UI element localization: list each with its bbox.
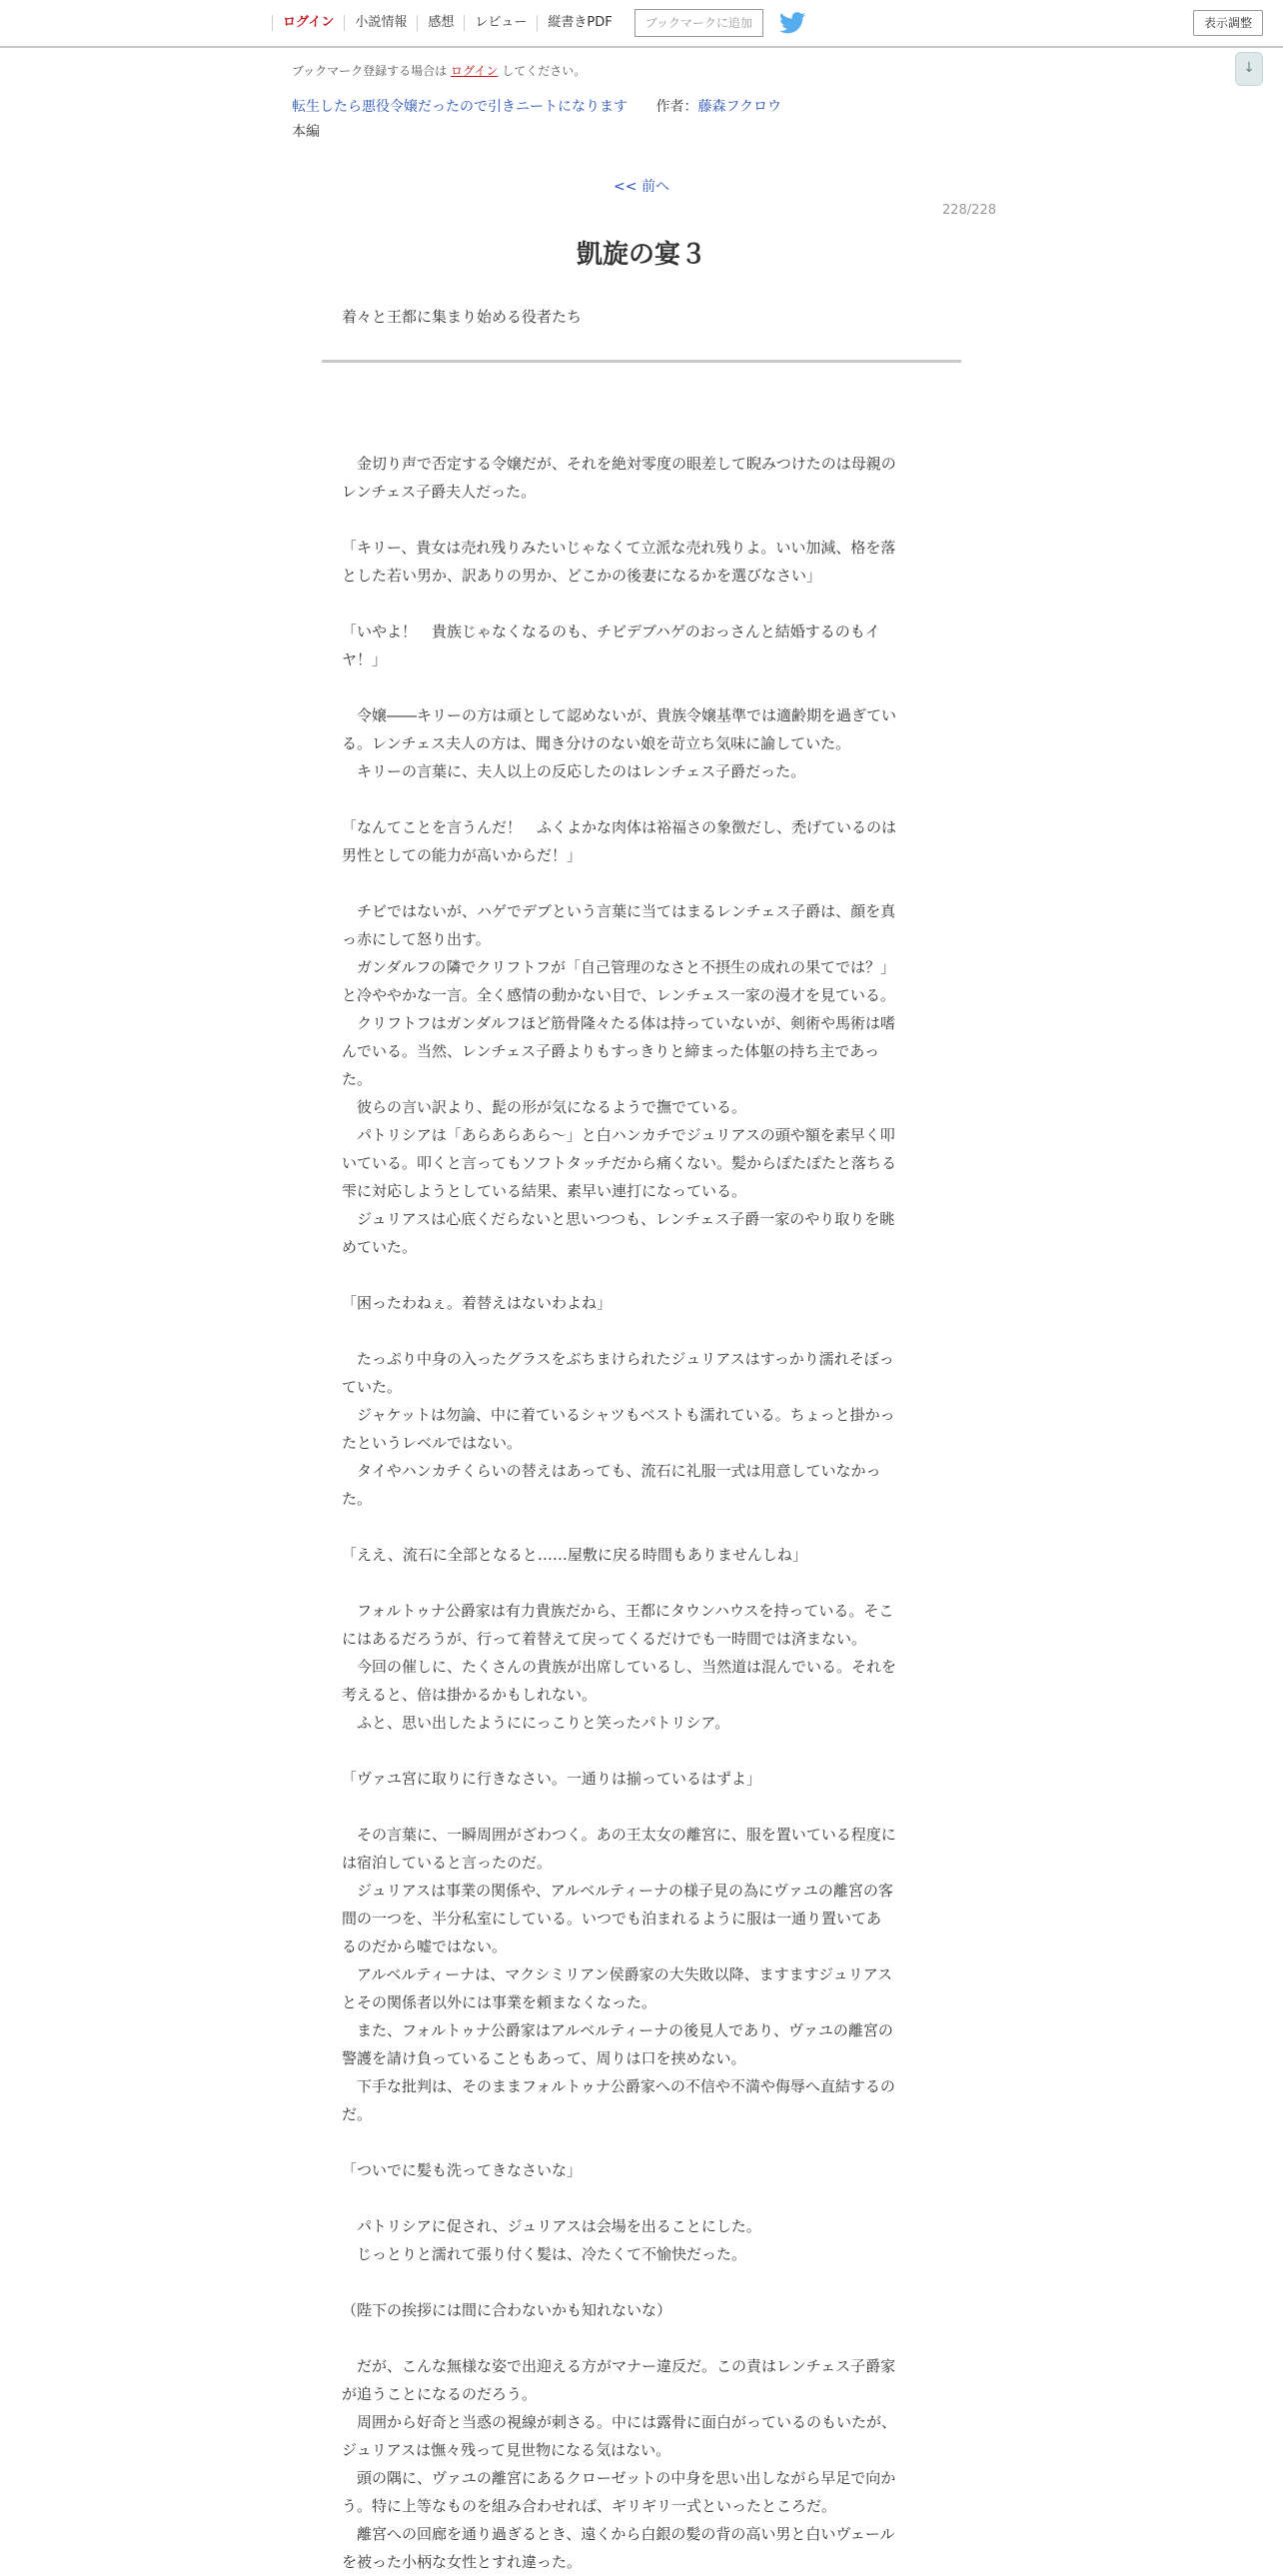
body-line: じっとりと濡れて張り付く髪は、冷たくて不愉快だった。 — [342, 2245, 747, 2263]
body-line — [342, 673, 941, 701]
body-line: 令嬢――キリーの方は頑として認めないが、貴族令嬢基準では適齢期を過ぎてい — [342, 706, 897, 724]
body-line: クリフトフはガンダルフほど筋骨隆々たる体は持っていないが、剣術や馬術は嗜 — [342, 1014, 895, 1032]
add-bookmark-button[interactable]: ブックマークに追加 — [635, 9, 763, 37]
episode-subtitle: 着々と王都に集まり始める役者たち — [342, 308, 583, 326]
body-line: を被った小柄な女性とすれ違った。 — [342, 2553, 583, 2571]
body-line: また、フォルトゥナ公爵家はアルベルティーナの後見人であり、ヴァユの離宮の — [342, 2021, 893, 2039]
body-line: ヤ！」 — [342, 650, 388, 668]
body-line — [342, 2128, 941, 2156]
body-line: 頭の隅に、ヴァユの離宮にあるクローゼットの中身を思い出しながら早足で向か — [342, 2469, 896, 2487]
body-line: 「キリー、貴女は売れ残りみたいじゃなくて立派な売れ残りよ。いい加減、格を落 — [342, 539, 896, 557]
bookmark-note-text-after: してください。 — [502, 64, 587, 78]
body-line: 下手な批判は、そのままフォルトゥナ公爵家への不信や不満や侮辱へ直結するの — [342, 2077, 895, 2095]
body-line: は宿泊していると言ったのだ。 — [342, 1854, 553, 1872]
body-line: 「ついでに髪も洗ってきなさいな」 — [342, 2161, 583, 2179]
section-divider — [322, 360, 961, 363]
body-line: 「ヴァユ宮に取りに行きなさい。一通りは揃っているはずよ」 — [342, 1770, 761, 1788]
nav-vertical-pdf-link[interactable]: 縦書きPDF — [548, 15, 613, 30]
body-line: いている。叩くと言ってもソフトタッチだから痛くない。髪からぽたぽたと落ちる — [342, 1154, 897, 1172]
bookmark-login-note — [292, 62, 586, 79]
body-line: レンチェス子爵夫人だった。 — [342, 483, 537, 501]
novel-title-link[interactable]: 転生したら悪役令嬢だったので引きニートになります — [292, 99, 628, 115]
chapter-label: 本編 — [292, 124, 320, 140]
body-line: めていた。 — [342, 1238, 418, 1256]
bookmark-note-login-link[interactable]: ログイン — [451, 64, 499, 78]
body-line: 金切り声で否定する令嬢だが、それを絶対零度の眼差して睨みつけたのは母親の — [342, 455, 896, 473]
body-line — [342, 2184, 941, 2212]
scroll-down-button[interactable]: ↓ — [1235, 52, 1263, 86]
author-label: 作者： — [655, 99, 698, 115]
body-line: 雫に対応しようとしている結果、素早い連打になっている。 — [342, 1182, 747, 1200]
prev-episode-link[interactable]: << 前へ — [614, 179, 669, 195]
bookmark-note-text-before: ブックマーク登録する場合は — [292, 64, 448, 78]
nav-novel-info-link[interactable]: 小説情報 — [345, 15, 418, 31]
body-line: ジュリアスは憮々残って見世物になる気はない。 — [342, 2441, 671, 2459]
body-line — [342, 1261, 941, 1289]
body-line: にはあるだろうが、行って着替えて戻ってくるだけでも一時間では済まない。 — [342, 1630, 867, 1648]
twitter-bird-icon[interactable] — [779, 12, 805, 34]
body-line: と冷ややかな一言。全く感情の動かない目で、レンチェス一家の漫才を見ている。 — [342, 986, 895, 1004]
body-line: 今回の催しに、たくさんの貴族が出席しているし、当然道は混んでいる。それを — [342, 1658, 897, 1676]
body-line: ていた。 — [342, 1378, 403, 1396]
body-line — [342, 2324, 941, 2352]
page-number: 228/228 — [941, 203, 996, 218]
body-line: キリーの言葉に、夫人以上の反応したのはレンチェス子爵だった。 — [342, 762, 806, 780]
body-line: っ赤にして怒り出す。 — [342, 930, 491, 948]
body-line: フォルトゥナ公爵家は有力貴族だから、王都にタウンハウスを持っている。そこ — [342, 1602, 894, 1620]
body-line — [342, 785, 941, 813]
body-line: パトリシアに促され、ジュリアスは会場を出ることにした。 — [342, 2217, 761, 2235]
nav-review-link[interactable]: レビュー — [465, 15, 538, 31]
main-nav — [272, 8, 805, 38]
body-line — [342, 1513, 941, 1541]
body-line: た。 — [342, 1490, 373, 1508]
body-line: ふと、思い出したようににっこりと笑ったパトリシア。 — [342, 1714, 730, 1732]
body-line: ジャケットは勿論、中に着ているシャツもベストも濡れている。ちょっと掛かっ — [342, 1406, 895, 1424]
body-line — [342, 506, 941, 534]
body-line: た。 — [342, 1070, 373, 1088]
body-line: だ。 — [342, 2105, 373, 2123]
body-line: アルベルティーナは、マクシミリアン侯爵家の大失敗以降、ますますジュリアス — [342, 1965, 893, 1983]
episode-body-text — [342, 450, 941, 2576]
body-line: 「いやよ！ 貴族じゃなくなるのも、チビデブハゲのおっさんと結婚するのもイ — [342, 623, 880, 641]
body-line: その言葉に、一瞬周囲がざわつく。あの王太女の離宮に、服を置いている程度に — [342, 1826, 896, 1844]
body-line: 彼らの言い訳より、髭の形が気になるようで撫でている。 — [342, 1098, 747, 1116]
body-line: 「困ったわねぇ。着替えはないわよね」 — [342, 1294, 613, 1312]
body-line: う。特に上等なものを組み合わせれば、ギリギリ一式といったところだ。 — [342, 2497, 837, 2515]
display-settings-button[interactable]: 表示調整 — [1193, 10, 1263, 36]
top-navigation-bar — [0, 0, 1283, 48]
body-line — [342, 1737, 941, 1765]
body-line: るのだから嘘ではない。 — [342, 1937, 508, 1955]
body-line — [342, 869, 941, 897]
body-line: が追うことになるのだろう。 — [342, 2385, 538, 2403]
body-line: チビではないが、ハゲでデブという言葉に当てはまるレンチェス子爵は、顔を真 — [342, 902, 896, 920]
nav-login-link[interactable]: ログイン — [272, 15, 345, 31]
body-line: 「ええ、流石に全部となると……屋敷に戻る時間もありませんしね」 — [342, 1546, 807, 1564]
body-line: タイやハンカチくらいの替えはあっても、流石に礼服一式は用意していなかっ — [342, 1462, 881, 1480]
author-name-link[interactable]: 藤森フクロウ — [697, 99, 782, 115]
nav-impressions-link[interactable]: 感想 — [418, 15, 465, 31]
prev-episode-nav — [0, 176, 1283, 196]
body-line — [342, 2268, 941, 2296]
body-line: ジュリアスは心底くだらないと思いつつも、レンチェス子爵一家のやり取りを眺 — [342, 1210, 895, 1228]
body-line — [342, 590, 941, 618]
body-line: たっぷり中身の入ったグラスをぶちまけられたジュリアスはすっかり濡れそぼっ — [342, 1350, 894, 1368]
body-line: 間の一つを、半分私室にしている。いつでも泊まれるように服は一通り置いてあ — [342, 1910, 882, 1928]
body-line: とした若い男か、訳ありの男か、どこかの後妻になるかを選びなさい」 — [342, 567, 822, 585]
body-line: 周囲から好奇と当惑の視線が刺さる。中には露骨に面白がっているのもいたが、 — [342, 2413, 897, 2431]
body-line — [342, 1317, 941, 1345]
body-line: る。レンチェス夫人の方は、聞き分けのない娘を苛立ち気味に諭していた。 — [342, 734, 851, 752]
body-line: たというレベルではない。 — [342, 1434, 523, 1452]
body-line: パトリシアは「あらあらあら～」と白ハンカチでジュリアスの頭や額を素早く叩 — [342, 1126, 895, 1144]
body-line: だが、こんな無様な姿で出迎える方がマナー違反だ。この責はレンチェス子爵家 — [342, 2357, 896, 2375]
body-line: 考えると、倍は掛かるかもしれない。 — [342, 1686, 598, 1704]
novel-info-line — [292, 96, 781, 116]
body-line: 離宮への回廊を通り過ぎるとき、遠くから白銀の髪の背の高い男と白いヴェール — [342, 2525, 895, 2543]
body-line: ジュリアスは事業の関係や、アルベルティーナの様子見の為にヴァユの離宮の客 — [342, 1882, 893, 1900]
episode-title: 凱旋の宴３ — [576, 240, 706, 270]
body-line: 男性としての能力が高いからだ！」 — [342, 846, 583, 864]
body-line: 警護を請け負っていることもあって、周りは口を挟めない。 — [342, 2049, 746, 2067]
body-line — [342, 1569, 941, 1597]
body-line: 「なんてことを言うんだ！ ふくよかな肉体は裕福さの象徴だし、禿げているのは — [342, 818, 897, 836]
body-line: んでいる。当然、レンチェス子爵よりもすっきりと締まった体躯の持ち主であっ — [342, 1042, 880, 1060]
body-line: ガンダルフの隣でクリフトフが「自己管理のなさと不摂生の成れの果てでは？」 — [342, 958, 895, 976]
body-line — [342, 1793, 941, 1821]
body-line: （陛下の挨拶には間に合わないかも知れないな） — [342, 2301, 672, 2319]
body-line: とその関係者以外には事業を頼まなくなった。 — [342, 1993, 657, 2011]
